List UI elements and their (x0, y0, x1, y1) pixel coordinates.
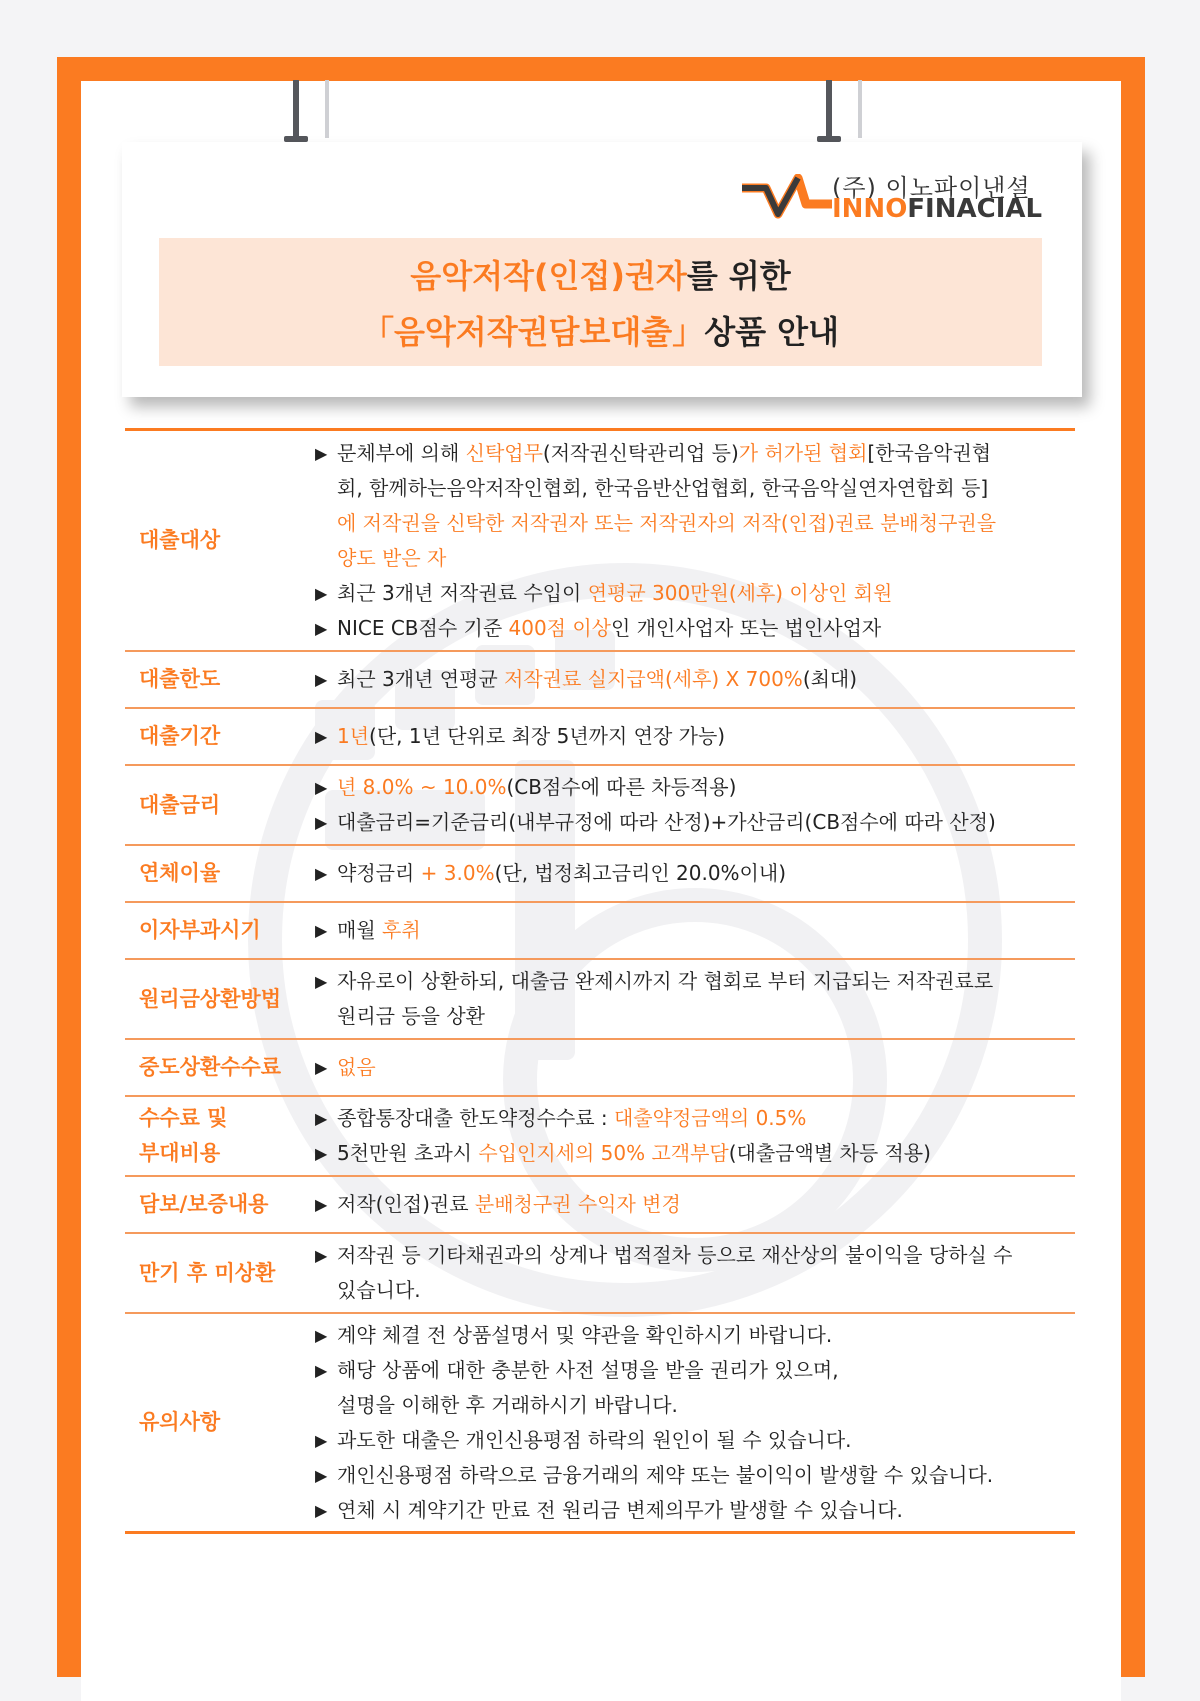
row-content (315, 656, 1075, 703)
bullet-arrow-icon: ▶ (315, 618, 328, 638)
row-content (315, 850, 1075, 897)
row-content (315, 1095, 1075, 1177)
table-row (125, 1312, 1075, 1534)
body-text: 5천만원 초과시 (337, 1141, 479, 1165)
table-row (125, 958, 1075, 1038)
body-text: 원리금 등을 상환 (337, 1004, 485, 1028)
company-logo (740, 168, 1043, 226)
bullet-arrow-icon: ▶ (315, 1325, 328, 1345)
content-line (315, 1388, 1075, 1423)
title-line-2-text: 상품 안내 (704, 313, 839, 351)
table-row (125, 650, 1075, 707)
table-row (125, 1232, 1075, 1312)
body-text: (CB점수에 따른 차등적용) (506, 775, 737, 799)
content-line (315, 471, 1075, 506)
body-text: 저작(인접)권료 (337, 1192, 475, 1216)
row-label: 중도상환수수료 (139, 1055, 282, 1079)
bullet-arrow-icon: ▶ (315, 1144, 328, 1163)
body-text: 계약 체결 전 상품설명서 및 약관을 확인하시기 바랍니다. (337, 1322, 833, 1347)
row-content (315, 713, 1075, 760)
content-line (315, 1101, 1075, 1136)
bullet-arrow-icon: ▶ (315, 1058, 328, 1077)
body-text: 해당 상품에 대한 충분한 사전 설명을 받을 권리가 있으며, (337, 1357, 839, 1382)
company-name-ko: (주) 이노파이낸셜 (832, 174, 1031, 202)
bullet-arrow-icon: ▶ (315, 1246, 328, 1265)
highlight-text: 신탁업무 (465, 440, 543, 465)
company-name-en-part1: INNO (832, 194, 908, 224)
highlight-text: 에 저작권을 신탁한 저작권자 또는 저작권자의 저작(인접)권료 분배청구권을 (337, 510, 997, 535)
bullet-arrow-icon: ▶ (315, 1360, 328, 1380)
row-label: 대출기간 (139, 724, 221, 748)
content-line (315, 436, 1075, 471)
content-line (315, 856, 1075, 891)
row-label: 이자부과시기 (139, 918, 261, 942)
body-text: 저작권 등 기타채권과의 상계나 법적절차 등으로 재산상의 불이익을 당하실 수 (337, 1243, 1013, 1267)
bullet-arrow-icon: ▶ (315, 727, 328, 746)
highlight-text: 저작권료 실지급액(세후) X 700% (504, 667, 803, 691)
product-info-table (125, 428, 1075, 1534)
content-line (315, 1458, 1075, 1493)
row-content (315, 1044, 1075, 1091)
body-text: 대출금리=기준금리(내부규정에 따라 산정)+가산금리(CB점수에 따라 산정) (337, 810, 996, 834)
row-content (315, 1181, 1075, 1228)
body-text: 있습니다. (337, 1278, 421, 1302)
bullet-arrow-icon: ▶ (315, 813, 328, 832)
row-content (315, 764, 1075, 846)
body-text: 인 개인사업자 또는 법인사업자 (611, 615, 882, 640)
highlight-text: 양도 받은 자 (337, 545, 447, 570)
highlight-text: 수입인지세의 50% 고객부담 (478, 1141, 729, 1165)
highlight-text: 1년 (337, 724, 370, 748)
table-row (125, 1038, 1075, 1095)
title-line-1-highlight: 음악저작(인접)권자 (410, 257, 687, 295)
hanger-left (293, 80, 303, 138)
body-text: 자유로이 상환하되, 대출금 완제시까지 각 협회로 부터 지급되는 저작권료로 (337, 969, 994, 993)
content-line (315, 1273, 1075, 1308)
content-line (315, 1423, 1075, 1458)
content-line (315, 576, 1075, 611)
highlight-text: 년 8.0% ~ 10.0% (337, 775, 507, 799)
row-label: 수수료 및 부대비용 (139, 1106, 228, 1165)
row-content (315, 1312, 1075, 1534)
table-row (125, 901, 1075, 958)
content-line (315, 662, 1075, 697)
row-label: 담보/보증내용 (139, 1192, 269, 1216)
company-name-en (832, 194, 1042, 224)
row-label: 대출한도 (139, 667, 221, 691)
content-line (315, 1353, 1075, 1388)
title-box (159, 238, 1042, 366)
body-text: [한국음악권협 (867, 440, 992, 465)
content-line (315, 541, 1075, 576)
content-line (315, 1238, 1075, 1273)
highlight-text: 분배청구권 수익자 변경 (474, 1192, 681, 1216)
content-line (315, 719, 1075, 754)
content-line (315, 1187, 1075, 1222)
body-text: 설명을 이해한 후 거래하시기 바랍니다. (337, 1392, 678, 1417)
row-content (315, 907, 1075, 954)
row-label: 연체이율 (139, 861, 221, 885)
bullet-arrow-icon: ▶ (315, 443, 328, 463)
content-line (315, 506, 1075, 541)
highlight-text: + 3.0% (420, 861, 495, 885)
row-label: 대출금리 (139, 792, 221, 817)
content-line (315, 1318, 1075, 1353)
bullet-arrow-icon: ▶ (315, 864, 328, 883)
content-line (315, 999, 1075, 1034)
content-line (315, 913, 1075, 948)
highlight-text: 없음 (337, 1055, 376, 1079)
row-content (315, 958, 1075, 1040)
body-text: 약정금리 (337, 861, 421, 885)
row-content (315, 430, 1075, 652)
body-text: 최근 3개년 연평균 (337, 667, 505, 691)
bullet-arrow-icon: ▶ (315, 778, 328, 797)
body-text: (단, 1년 단위로 최장 5년까지 연장 가능) (369, 724, 726, 748)
highlight-text: 대출약정금액의 0.5% (613, 1106, 807, 1130)
title-line-2-highlight: 「음악저작권담보대출」 (361, 313, 705, 351)
body-text: (대출금액별 차등 적용) (728, 1141, 931, 1165)
bullet-arrow-icon: ▶ (315, 972, 328, 991)
bullet-arrow-icon: ▶ (315, 1109, 328, 1128)
title-line-2 (159, 304, 1042, 360)
title-line-1 (159, 248, 1042, 304)
table-row (125, 844, 1075, 901)
highlight-text: 후취 (382, 918, 421, 942)
content-line (315, 1136, 1075, 1171)
content-line (315, 1493, 1075, 1528)
bullet-arrow-icon: ▶ (315, 1195, 328, 1214)
content-line (315, 611, 1075, 646)
body-text: 과도한 대출은 개인신용평점 하락의 원인이 될 수 있습니다. (337, 1427, 852, 1452)
inno-logo-icon (740, 174, 835, 224)
body-text: 종합통장대출 한도약정수수료 : (337, 1106, 614, 1130)
body-text: (단, 법정최고금리인 20.0%이내) (494, 861, 786, 885)
content-line (315, 770, 1075, 805)
hanger-right (826, 80, 836, 138)
content-line (315, 964, 1075, 999)
bullet-arrow-icon: ▶ (315, 1500, 328, 1520)
highlight-text: 400점 이상 (508, 615, 611, 640)
body-text: 문체부에 의해 (337, 440, 466, 465)
body-text: NICE CB점수 기준 (337, 615, 509, 640)
highlight-text: 가 허가된 협회 (738, 440, 868, 465)
row-label: 만기 후 미상환 (139, 1260, 276, 1285)
bullet-arrow-icon: ▶ (315, 583, 328, 603)
content-line (315, 1050, 1075, 1085)
table-row (125, 428, 1075, 650)
bullet-arrow-icon: ▶ (315, 1430, 328, 1450)
company-name-en-part2: FINACIAL (907, 194, 1043, 224)
body-text: (최대) (802, 667, 858, 691)
bullet-arrow-icon: ▶ (315, 670, 328, 689)
body-text: 연체 시 계약기간 만료 전 원리금 변제의무가 발생할 수 있습니다. (337, 1497, 903, 1522)
body-text: 최근 3개년 저작권료 수입이 (337, 580, 588, 605)
row-label: 유의사항 (139, 1410, 221, 1434)
table-row (125, 1095, 1075, 1175)
row-label: 원리금상환방법 (139, 986, 282, 1011)
bullet-arrow-icon: ▶ (315, 1465, 328, 1485)
content-line (315, 805, 1075, 840)
body-text: 매월 (337, 918, 382, 942)
table-row (125, 1175, 1075, 1232)
body-text: (저작권신탁관리업 등) (542, 440, 739, 465)
bullet-arrow-icon: ▶ (315, 921, 328, 940)
highlight-text: 연평균 300만원(세후) 이상인 회원 (587, 580, 893, 605)
title-line-1-text: 를 위한 (686, 257, 791, 295)
row-label: 대출대상 (139, 528, 221, 552)
row-content (315, 1232, 1075, 1314)
body-text: 회, 함께하는음악저작인협회, 한국음반산업협회, 한국음악실연자연합회 등] (337, 475, 989, 500)
table-row (125, 764, 1075, 844)
table-row (125, 707, 1075, 764)
body-text: 개인신용평점 하락으로 금융거래의 제약 또는 불이익이 발생할 수 있습니다. (337, 1462, 994, 1487)
